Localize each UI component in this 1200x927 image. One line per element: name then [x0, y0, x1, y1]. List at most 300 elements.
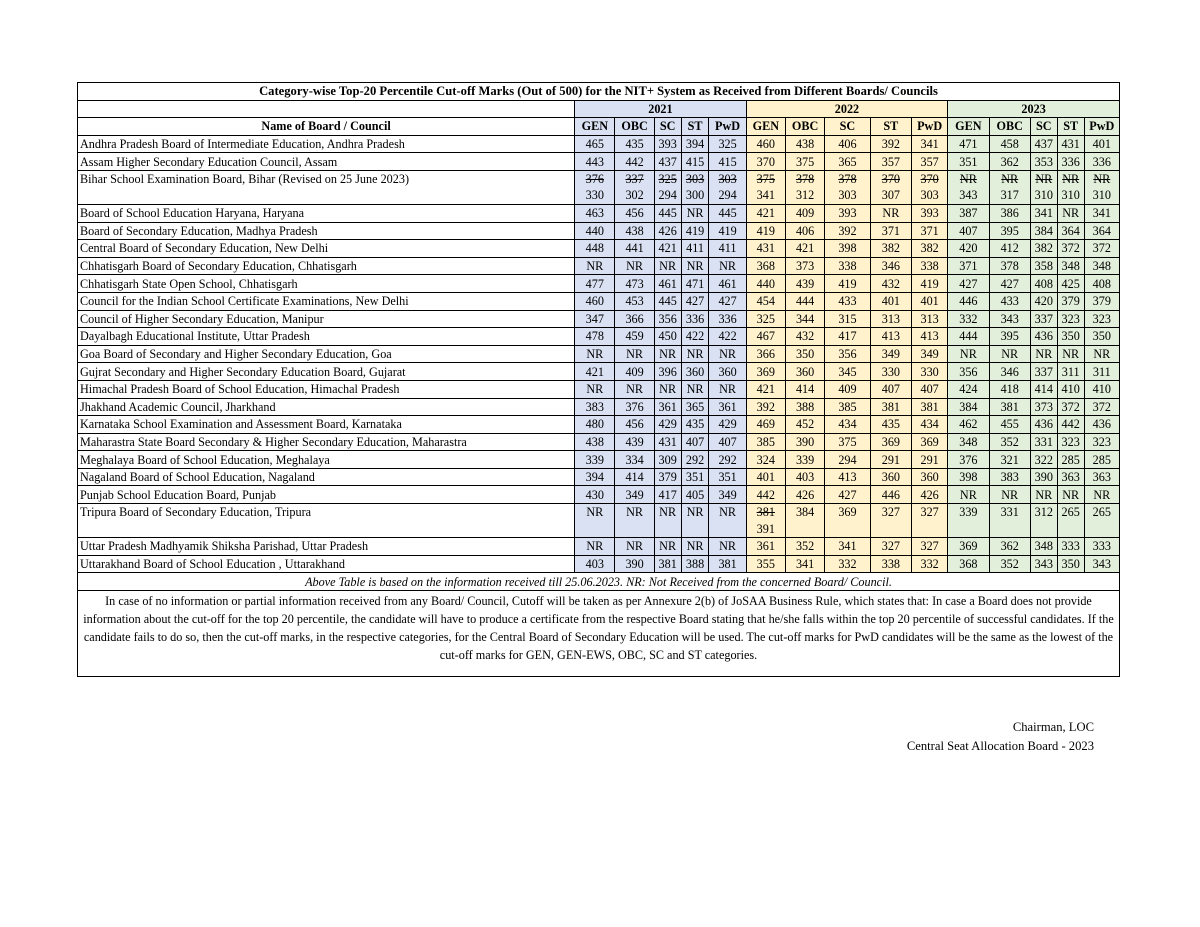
cutoff-cell: 419: [912, 275, 948, 293]
cutoff-cell: 446: [870, 486, 911, 504]
cutoff-cell: NR: [615, 538, 654, 556]
cutoff-cell: 336: [681, 310, 709, 328]
category-header: PwD: [709, 118, 746, 136]
superseded-value: NR: [1062, 171, 1080, 186]
cutoff-cell: 439: [615, 433, 654, 451]
cutoff-cell: 390: [615, 555, 654, 573]
cutoff-cell: 379: [1057, 292, 1084, 310]
cutoff-cell: NR: [575, 380, 615, 398]
cutoff-cell: 382: [1030, 240, 1057, 258]
cutoff-cell: 343: [1030, 555, 1057, 573]
cutoff-cell: 434: [825, 416, 870, 434]
cutoff-cell: 415: [709, 153, 746, 171]
cutoff-cell: NR: [575, 345, 615, 363]
cutoff-cell: NR: [1030, 486, 1057, 504]
cutoff-cell: 421: [575, 363, 615, 381]
category-header: OBC: [989, 118, 1030, 136]
table-row: [78, 451, 1120, 469]
cutoff-cell: 398: [825, 240, 870, 258]
board-name: Council of Higher Secondary Education, Manipur: [78, 310, 575, 328]
cutoff-cell: 427: [709, 292, 746, 310]
cutoff-cell: [654, 170, 681, 204]
cutoff-cell: 458: [989, 135, 1030, 153]
cutoff-cell: NR: [1084, 345, 1119, 363]
cutoff-cell: 401: [870, 292, 911, 310]
cutoff-cell: 327: [870, 538, 911, 556]
board-name: Dayalbagh Educational Institute, Uttar Pradesh: [78, 328, 575, 346]
cutoff-cell: 471: [681, 275, 709, 293]
cutoff-cell: 460: [746, 135, 785, 153]
board-name: Council for the Indian School Certificate Examinations, New Delhi: [78, 292, 575, 310]
cutoff-cell: 350: [1084, 328, 1119, 346]
cutoff-cell: NR: [1057, 345, 1084, 363]
cutoff-cell: 459: [615, 328, 654, 346]
year-header-2022: 2022: [746, 100, 948, 118]
cutoff-cell: NR: [654, 257, 681, 275]
cutoff-cell: 435: [615, 135, 654, 153]
cutoff-cell: 426: [785, 486, 824, 504]
cutoff-cell: 390: [1030, 468, 1057, 486]
cutoff-cell: 407: [948, 222, 989, 240]
superseded-value: 381: [756, 505, 775, 520]
cutoff-cell: 309: [654, 451, 681, 469]
table-title: Category-wise Top-20 Percentile Cut-off Marks (Out of 500) for the NIT+ System as Received from Different Boards/ Councils: [78, 83, 1120, 101]
board-name: Uttarakhand Board of School Education , Uttarakhand: [78, 555, 575, 573]
cutoff-cell: 336: [1084, 153, 1119, 171]
board-name: Karnataka School Examination and Assessment Board, Karnataka: [78, 416, 575, 434]
cutoff-cell: 401: [746, 468, 785, 486]
cutoff-cell: 431: [746, 240, 785, 258]
cutoff-cell: 411: [709, 240, 746, 258]
board-name: Himachal Pradesh Board of School Education, Himachal Pradesh: [78, 380, 575, 398]
cutoff-cell: 285: [1084, 451, 1119, 469]
cutoff-cell: 361: [709, 398, 746, 416]
cutoff-cell: 379: [1084, 292, 1119, 310]
cutoff-cell: 376: [615, 398, 654, 416]
cutoff-cell: 441: [615, 240, 654, 258]
cutoff-cell: 325: [709, 135, 746, 153]
cutoff-cell: 333: [1057, 538, 1084, 556]
superseded-value: 378: [795, 171, 815, 186]
cutoff-cell: 390: [785, 433, 824, 451]
board-name: Chhatisgarh Board of Secondary Education, Chhatisgarh: [78, 257, 575, 275]
cutoff-cell: 426: [654, 222, 681, 240]
cutoff-cell: 438: [785, 135, 824, 153]
cutoff-cell: 356: [825, 345, 870, 363]
cutoff-cell: 360: [681, 363, 709, 381]
cutoff-cell: 343: [989, 310, 1030, 328]
cutoff-cell: 385: [746, 433, 785, 451]
table-row: [78, 170, 1120, 204]
table-row: [78, 486, 1120, 504]
superseded-value: NR: [1001, 171, 1019, 186]
cutoff-cell: [746, 504, 785, 538]
cutoff-cell: 368: [746, 257, 785, 275]
cutoff-cell: 453: [615, 292, 654, 310]
table-row: [78, 398, 1120, 416]
cutoff-cell: 382: [912, 240, 948, 258]
table-row: [78, 468, 1120, 486]
cutoff-cell: 419: [709, 222, 746, 240]
revised-value: 300: [685, 188, 705, 203]
category-header: ST: [1057, 118, 1084, 136]
cutoff-cell: 370: [746, 153, 785, 171]
cutoff-cell: 348: [1084, 257, 1119, 275]
cutoff-cell: 381: [870, 398, 911, 416]
cutoff-cell: 327: [912, 504, 948, 538]
table-row: [78, 416, 1120, 434]
cutoff-cell: 454: [746, 292, 785, 310]
cutoff-cell: 373: [785, 257, 824, 275]
category-header: GEN: [746, 118, 785, 136]
signature-organization: Central Seat Allocation Board - 2023: [906, 739, 1094, 753]
cutoff-cell: 409: [785, 204, 824, 222]
cutoff-cell: 440: [575, 222, 615, 240]
cutoff-cell: 379: [654, 468, 681, 486]
table-row: [78, 504, 1120, 538]
cutoff-cell: NR: [709, 380, 746, 398]
cutoff-cell: 381: [912, 398, 948, 416]
cutoff-cell: 371: [912, 222, 948, 240]
cutoff-cell: 410: [1084, 380, 1119, 398]
cutoff-cell: 395: [989, 328, 1030, 346]
board-name: Assam Higher Secondary Education Council, Assam: [78, 153, 575, 171]
revised-value: 303: [920, 188, 939, 203]
cutoff-cell: 350: [1057, 328, 1084, 346]
cutoff-cell: NR: [575, 257, 615, 275]
board-name: Bihar School Examination Board, Bihar (Revised on 25 June 2023): [78, 170, 575, 204]
cutoff-cell: 450: [654, 328, 681, 346]
cutoff-cell: 341: [825, 538, 870, 556]
board-name: Meghalaya Board of School Education, Meghalaya: [78, 451, 575, 469]
cutoff-cell: 375: [825, 433, 870, 451]
cutoff-cell: 315: [825, 310, 870, 328]
cutoff-cell: 291: [912, 451, 948, 469]
header-blank: [78, 100, 575, 118]
cutoff-cell: 421: [746, 204, 785, 222]
board-name: Board of School Education Haryana, Haryana: [78, 204, 575, 222]
board-name: Jhakhand Academic Council, Jharkhand: [78, 398, 575, 416]
cutoff-cell: 311: [1084, 363, 1119, 381]
cutoff-cell: 440: [746, 275, 785, 293]
cutoff-cell: 437: [1030, 135, 1057, 153]
cutoff-cell: 437: [654, 153, 681, 171]
cutoff-cell: 419: [825, 275, 870, 293]
cutoff-cell: 366: [615, 310, 654, 328]
cutoff-cell: 352: [785, 538, 824, 556]
cutoff-cell: NR: [948, 345, 989, 363]
cutoff-cell: 352: [989, 433, 1030, 451]
table-row: [78, 363, 1120, 381]
cutoff-table-container: [77, 82, 1120, 677]
revised-value: 330: [585, 188, 604, 203]
cutoff-cell: 461: [709, 275, 746, 293]
cutoff-cell: 413: [825, 468, 870, 486]
cutoff-cell: 415: [681, 153, 709, 171]
cutoff-cell: NR: [615, 257, 654, 275]
table-row: [78, 328, 1120, 346]
table-row: [78, 555, 1120, 573]
category-header: OBC: [785, 118, 824, 136]
cutoff-cell: 411: [681, 240, 709, 258]
board-name: Central Board of Secondary Education, New Delhi: [78, 240, 575, 258]
cutoff-cell: 401: [1084, 135, 1119, 153]
cutoff-cell: 383: [989, 468, 1030, 486]
name-column-header: Name of Board / Council: [78, 118, 575, 136]
cutoff-cell: NR: [948, 486, 989, 504]
category-header: PwD: [1084, 118, 1119, 136]
cutoff-cell: 361: [654, 398, 681, 416]
cutoff-cell: 393: [654, 135, 681, 153]
cutoff-cell: 372: [1057, 240, 1084, 258]
cutoff-cell: 443: [575, 153, 615, 171]
cutoff-cell: 357: [912, 153, 948, 171]
cutoff-cell: 407: [870, 380, 911, 398]
cutoff-cell: 349: [615, 486, 654, 504]
table-row: [78, 433, 1120, 451]
cutoff-cell: 432: [785, 328, 824, 346]
cutoff-cell: 413: [912, 328, 948, 346]
cutoff-cell: NR: [681, 345, 709, 363]
table-row: [78, 345, 1120, 363]
cutoff-cell: 425: [1057, 275, 1084, 293]
cutoff-cell: 334: [615, 451, 654, 469]
category-header: SC: [825, 118, 870, 136]
cutoff-cell: 429: [709, 416, 746, 434]
cutoff-cell: 407: [709, 433, 746, 451]
cutoff-cell: [681, 170, 709, 204]
cutoff-cell: 323: [1084, 433, 1119, 451]
cutoff-cell: 442: [615, 153, 654, 171]
cutoff-cell: 346: [870, 257, 911, 275]
cutoff-cell: 431: [654, 433, 681, 451]
cutoff-cell: 398: [948, 468, 989, 486]
cutoff-cell: 371: [870, 222, 911, 240]
cutoff-cell: 426: [912, 486, 948, 504]
cutoff-cell: NR: [654, 345, 681, 363]
board-name: Andhra Pradesh Board of Intermediate Education, Andhra Pradesh: [78, 135, 575, 153]
cutoff-cell: 372: [1084, 398, 1119, 416]
cutoff-cell: 446: [948, 292, 989, 310]
cutoff-cell: 436: [1030, 328, 1057, 346]
board-name: Board of Secondary Education, Madhya Pradesh: [78, 222, 575, 240]
cutoff-cell: 368: [948, 555, 989, 573]
table-row: [78, 135, 1120, 153]
cutoff-cell: 364: [1084, 222, 1119, 240]
cutoff-cell: 362: [989, 153, 1030, 171]
cutoff-cell: 408: [1030, 275, 1057, 293]
cutoff-cell: 405: [681, 486, 709, 504]
cutoff-cell: 410: [1057, 380, 1084, 398]
cutoff-cell: 421: [746, 380, 785, 398]
cutoff-cell: 435: [870, 416, 911, 434]
cutoff-cell: 409: [615, 363, 654, 381]
board-name: Uttar Pradesh Madhyamik Shiksha Parishad, Uttar Pradesh: [78, 538, 575, 556]
cutoff-cell: 394: [575, 468, 615, 486]
cutoff-cell: 408: [1084, 275, 1119, 293]
cutoff-cell: NR: [709, 257, 746, 275]
cutoff-cell: 294: [825, 451, 870, 469]
category-header: GEN: [575, 118, 615, 136]
cutoff-cell: 417: [654, 486, 681, 504]
cutoff-cell: 350: [1057, 555, 1084, 573]
cutoff-cell: 407: [681, 433, 709, 451]
cutoff-cell: 327: [912, 538, 948, 556]
cutoff-cell: NR: [870, 204, 911, 222]
cutoff-cell: 339: [785, 451, 824, 469]
cutoff-cell: 424: [948, 380, 989, 398]
cutoff-cell: 421: [785, 240, 824, 258]
cutoff-cell: 444: [948, 328, 989, 346]
cutoff-cell: 384: [785, 504, 824, 538]
superseded-value: 337: [625, 171, 644, 186]
cutoff-cell: 420: [1030, 292, 1057, 310]
cutoff-cell: 365: [681, 398, 709, 416]
cutoff-cell: 337: [1030, 363, 1057, 381]
superseded-value: 370: [920, 171, 939, 186]
superseded-value: 303: [685, 171, 705, 186]
cutoff-cell: 341: [785, 555, 824, 573]
cutoff-cell: 442: [746, 486, 785, 504]
cutoff-cell: NR: [615, 380, 654, 398]
cutoff-cell: 351: [709, 468, 746, 486]
cutoff-cell: 332: [912, 555, 948, 573]
cutoff-cell: 406: [825, 135, 870, 153]
cutoff-cell: 363: [1057, 468, 1084, 486]
superseded-value: NR: [1035, 171, 1053, 186]
cutoff-cell: NR: [654, 538, 681, 556]
cutoff-cell: 436: [1084, 416, 1119, 434]
revised-value: 302: [625, 188, 644, 203]
cutoff-cell: NR: [575, 504, 615, 538]
cutoff-cell: [615, 170, 654, 204]
cutoff-cell: 448: [575, 240, 615, 258]
superseded-value: 375: [756, 171, 775, 186]
superseded-value: NR: [1093, 171, 1111, 186]
cutoff-cell: 344: [785, 310, 824, 328]
cutoff-cell: 322: [1030, 451, 1057, 469]
category-header: SC: [654, 118, 681, 136]
board-name: Punjab School Education Board, Punjab: [78, 486, 575, 504]
cutoff-cell: NR: [1057, 486, 1084, 504]
cutoff-cell: 455: [989, 416, 1030, 434]
category-header: OBC: [615, 118, 654, 136]
cutoff-cell: 432: [870, 275, 911, 293]
cutoff-cell: 421: [654, 240, 681, 258]
cutoff-cell: 356: [654, 310, 681, 328]
cutoff-cell: 445: [654, 292, 681, 310]
revised-value: 303: [838, 188, 857, 203]
cutoff-cell: 265: [1057, 504, 1084, 538]
board-name: Nagaland Board of School Education, Nagaland: [78, 468, 575, 486]
cutoff-cell: [989, 170, 1030, 204]
cutoff-cell: 348: [1057, 257, 1084, 275]
cutoff-cell: 438: [615, 222, 654, 240]
cutoff-cell: 291: [870, 451, 911, 469]
cutoff-cell: 373: [1030, 398, 1057, 416]
cutoff-cell: 332: [825, 555, 870, 573]
cutoff-cell: 433: [989, 292, 1030, 310]
cutoff-table: [77, 82, 1120, 677]
cutoff-cell: 363: [1084, 468, 1119, 486]
cutoff-cell: 467: [746, 328, 785, 346]
cutoff-cell: [1030, 170, 1057, 204]
cutoff-cell: NR: [681, 504, 709, 538]
category-header: GEN: [948, 118, 989, 136]
year-header-2021: 2021: [575, 100, 747, 118]
cutoff-cell: 388: [785, 398, 824, 416]
cutoff-cell: 325: [746, 310, 785, 328]
cutoff-cell: 338: [912, 257, 948, 275]
cutoff-cell: 330: [870, 363, 911, 381]
cutoff-cell: 349: [870, 345, 911, 363]
cutoff-cell: NR: [654, 504, 681, 538]
cutoff-cell: 369: [870, 433, 911, 451]
cutoff-cell: 394: [681, 135, 709, 153]
cutoff-cell: 358: [1030, 257, 1057, 275]
superseded-value: 378: [838, 171, 857, 186]
table-row: [78, 204, 1120, 222]
cutoff-cell: [1084, 170, 1119, 204]
cutoff-cell: 323: [1057, 433, 1084, 451]
cutoff-cell: 419: [746, 222, 785, 240]
cutoff-cell: 352: [989, 555, 1030, 573]
cutoff-cell: NR: [1030, 345, 1057, 363]
table-body: [78, 135, 1120, 572]
cutoff-cell: 357: [870, 153, 911, 171]
revised-value: 310: [1061, 188, 1080, 203]
cutoff-cell: 331: [989, 504, 1030, 538]
cutoff-cell: 409: [825, 380, 870, 398]
cutoff-cell: [575, 170, 615, 204]
revised-value: 307: [881, 188, 900, 203]
cutoff-cell: 313: [912, 310, 948, 328]
cutoff-cell: 413: [870, 328, 911, 346]
revised-value: 391: [756, 521, 775, 536]
category-header: ST: [681, 118, 709, 136]
superseded-value: 325: [658, 171, 677, 186]
cutoff-cell: NR: [681, 257, 709, 275]
cutoff-cell: 403: [575, 555, 615, 573]
cutoff-cell: 265: [1084, 504, 1119, 538]
revised-value: 343: [959, 188, 978, 203]
cutoff-cell: 461: [654, 275, 681, 293]
cutoff-cell: 385: [825, 398, 870, 416]
cutoff-cell: [746, 170, 785, 204]
cutoff-cell: [709, 170, 746, 204]
cutoff-cell: 393: [825, 204, 870, 222]
cutoff-cell: 333: [1084, 538, 1119, 556]
cutoff-cell: NR: [681, 380, 709, 398]
cutoff-cell: 469: [746, 416, 785, 434]
table-row: [78, 310, 1120, 328]
superseded-value: 370: [881, 171, 900, 186]
cutoff-cell: NR: [575, 538, 615, 556]
cutoff-cell: 460: [575, 292, 615, 310]
cutoff-cell: 336: [1057, 153, 1084, 171]
table-footnote: Above Table is based on the information received till 25.06.2023. NR: Not Received from the concerned Board/ Council.: [78, 573, 1120, 591]
cutoff-cell: 480: [575, 416, 615, 434]
cutoff-cell: 348: [948, 433, 989, 451]
revised-value: 312: [795, 188, 815, 203]
cutoff-cell: 323: [1057, 310, 1084, 328]
board-name: Tripura Board of Secondary Education, Tripura: [78, 504, 575, 538]
cutoff-cell: 312: [1030, 504, 1057, 538]
cutoff-cell: 369: [746, 363, 785, 381]
category-header: ST: [870, 118, 911, 136]
cutoff-cell: 419: [681, 222, 709, 240]
cutoff-cell: 417: [825, 328, 870, 346]
